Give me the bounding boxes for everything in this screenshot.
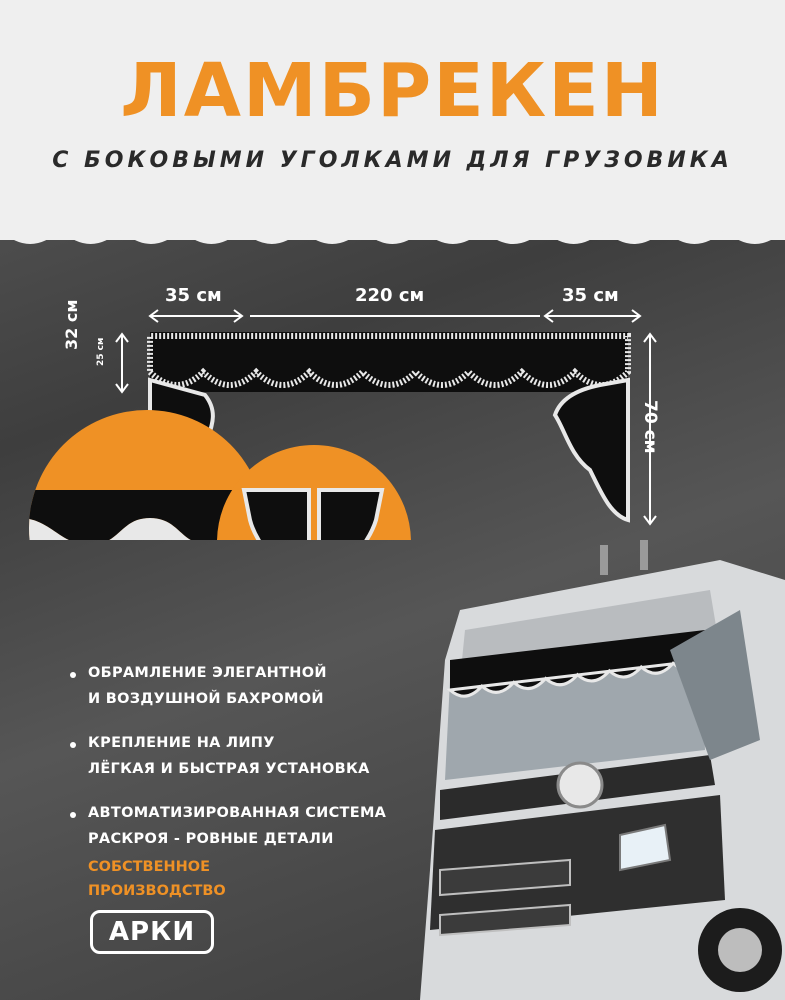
- maker-note: [88, 855, 226, 903]
- dim-height-total: 32 см: [62, 299, 81, 350]
- feature-line: И ВОЗДУШНОЙ БАХРОМОЙ: [88, 691, 324, 707]
- dim-height-inner: 25 см: [96, 337, 106, 366]
- feature-line: ОБРАМЛЕНИЕ ЭЛЕГАНТНОЙ: [88, 665, 327, 681]
- feature-list: [70, 660, 440, 870]
- feature-item: [70, 660, 440, 712]
- feature-line: АВТОМАТИЗИРОВАННАЯ СИСТЕМА: [88, 805, 387, 821]
- maker-line: ПРОИЗВОДСТВО: [88, 883, 226, 899]
- bullet-icon: [70, 742, 76, 748]
- dim-side-left: 35 см: [165, 285, 222, 306]
- dim-side-length: 70 см: [640, 400, 660, 454]
- corner-detail-closeup: [217, 445, 411, 540]
- bullet-icon: [70, 672, 76, 678]
- page-title: ЛАМБРЕКЕН: [120, 48, 665, 134]
- dim-center: 220 см: [355, 285, 425, 306]
- feature-line: КРЕПЛЕНИЕ НА ЛИПУ: [88, 735, 275, 751]
- feature-line: РАСКРОЯ - РОВНЫЕ ДЕТАЛИ: [88, 831, 334, 847]
- feature-line: ЛЁГКАЯ И БЫСТРАЯ УСТАНОВКА: [88, 761, 370, 777]
- maker-line: СОБСТВЕННОЕ: [88, 859, 211, 875]
- feature-item: [70, 800, 440, 852]
- brand-logo: АРКИ: [90, 910, 214, 954]
- feature-item: [70, 730, 440, 782]
- bullet-icon: [70, 812, 76, 818]
- truck-illustration: [420, 540, 785, 1000]
- page-subtitle: С БОКОВЫМИ УГОЛКАМИ ДЛЯ ГРУЗОВИКА: [52, 148, 733, 173]
- dim-side-right: 35 см: [562, 285, 619, 306]
